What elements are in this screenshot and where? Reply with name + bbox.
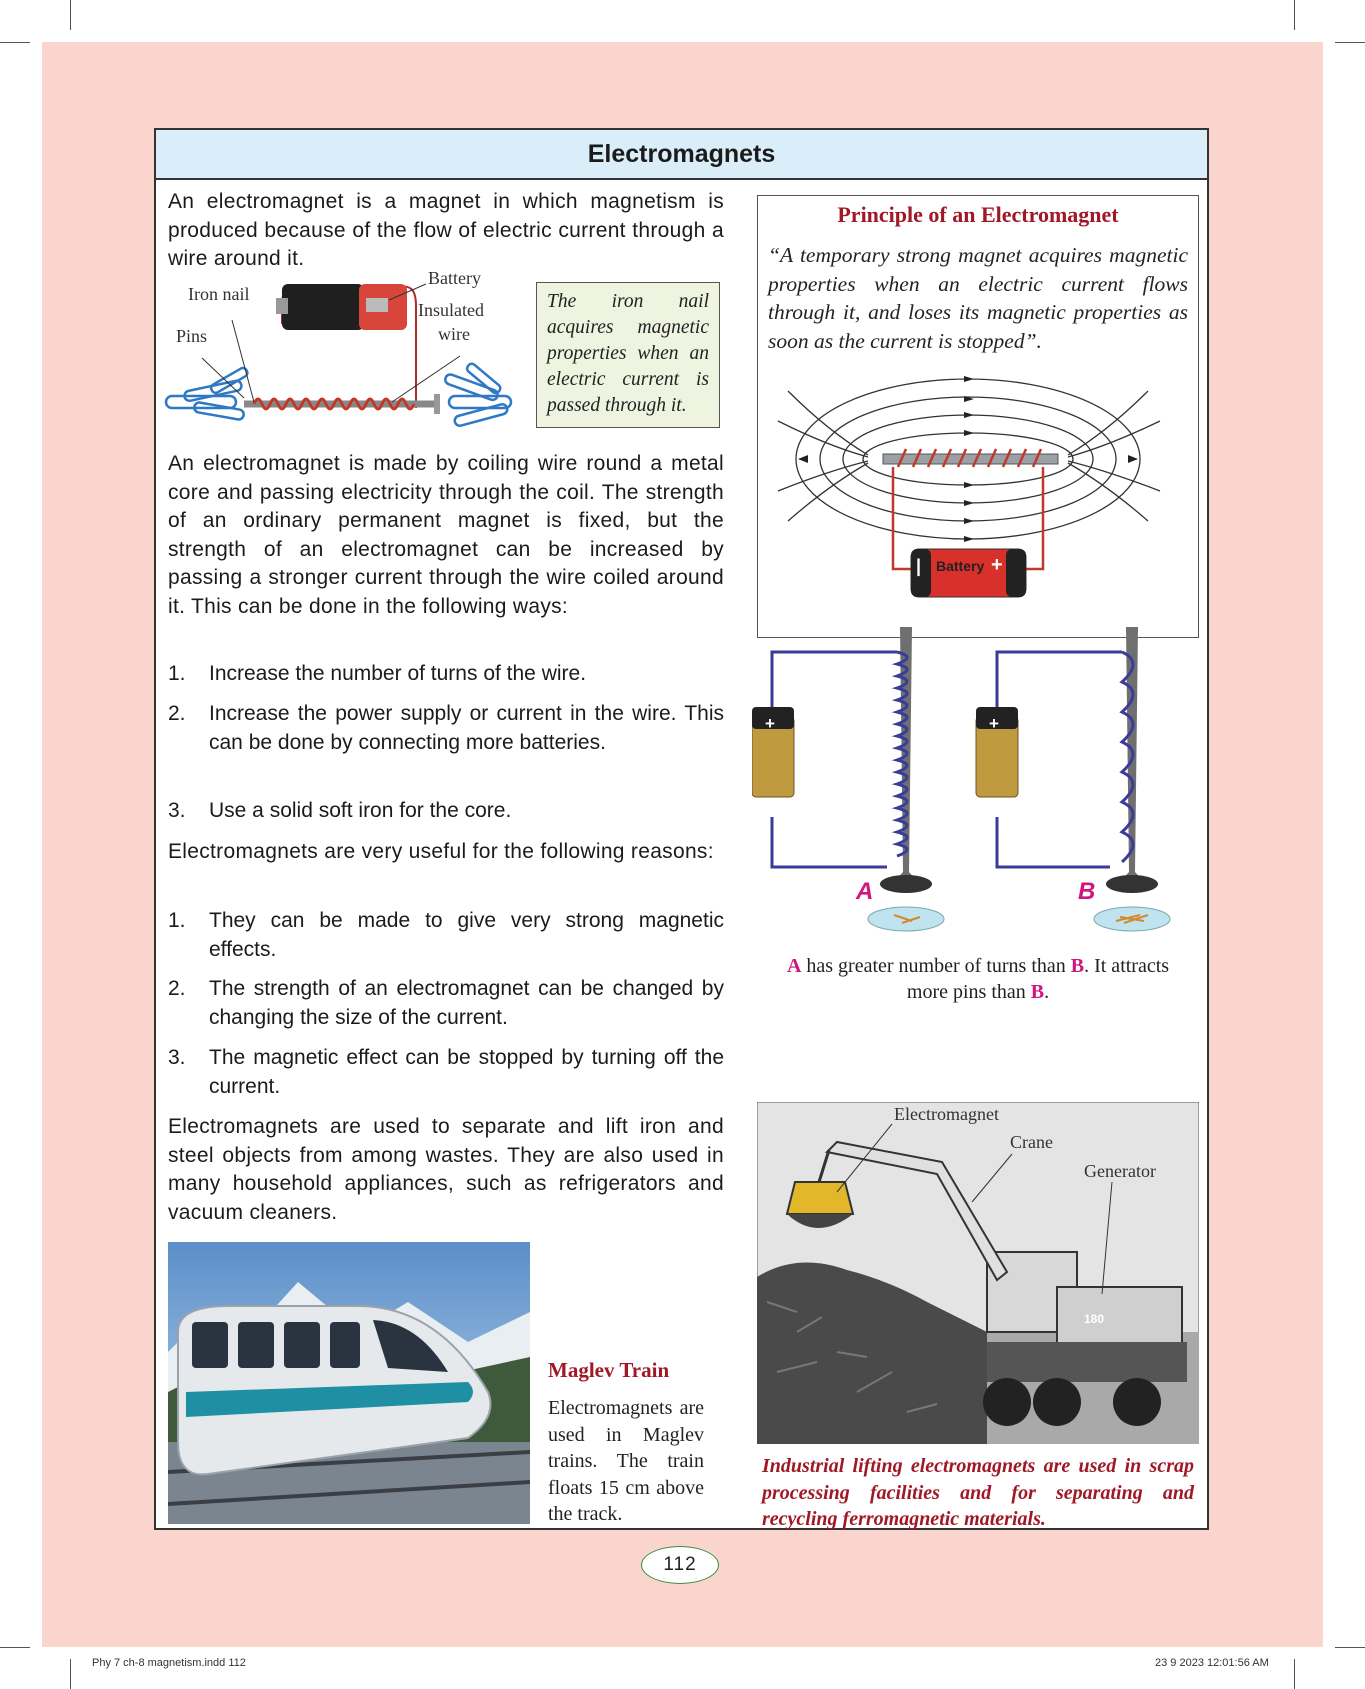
label-crane: Crane [1010,1132,1053,1152]
way-item: 2. Increase the power supply or current in the wire. This can be done by connecting more batteries. [168,702,724,754]
machine-model-number: 180 [1084,1312,1105,1326]
section-title: Electromagnets [156,130,1207,180]
crop-mark [70,0,71,30]
nail-note: The iron nail acquires magnetic properties when an electric current is passed through it. [536,282,720,428]
battery-body [282,284,364,330]
reason-item: 3. The magnetic effect can be stopped by turning off the current. [168,1046,724,1098]
label-generator: Generator [1084,1161,1156,1181]
way-item: 3. Use a solid soft iron for the core. [168,799,512,822]
label-wire: wire [438,324,470,344]
principle-quote: “A temporary strong magnet acquires magnetic properties when an electric current flows through it, and loses its magnetic properties as soon as the current is stopped”. [768,243,1188,353]
crane-caption: Industrial lifting electromagnets are used in scrap processing facilities and for separating and recycling ferromagnetic materials. [762,1455,1194,1530]
crop-mark [1294,0,1295,30]
paper-clips-left [166,367,249,421]
way-item: 1. Increase the number of turns of the wire. [168,662,587,685]
battery-label: Battery [936,558,985,574]
maglev-train-image [168,1242,530,1524]
plus-sign-a: + [765,714,775,733]
crop-mark [1335,1647,1365,1648]
battery-plus: + [991,554,1003,576]
uses-paragraph: Electromagnets are used to separate and lift iron and steel objects from among wastes. They are also used in many household appliances, such as refrigerators and vacuum cleaners. [168,1115,724,1224]
slug-left: Phy 7 ch-8 magnetism.indd 112 [92,1657,246,1669]
label-a: A [856,878,874,905]
crop-mark [1294,1659,1295,1689]
iron-core [883,454,1058,464]
plus-sign-b: + [989,714,999,733]
turns-comparison-diagram [752,622,1202,932]
crop-mark [0,42,30,43]
principle-heading: Principle of an Electromagnet [837,202,1119,227]
label-electromagnet: Electromagnet [894,1104,999,1124]
maglev-title: Maglev Train [548,1358,670,1382]
maglev-text: Electromagnets are used in Maglev trains. The train floats 15 cm above the track. [548,1397,704,1525]
slug-right: 23 9 2023 12:01:56 AM [1155,1657,1269,1669]
content-frame [154,128,1209,1530]
crop-mark [70,1659,71,1689]
crop-mark [1335,42,1365,43]
reason-item: 2. The strength of an electromagnet can be changed by changing the size of the current. [168,977,724,1029]
intro-paragraph: An electromagnet is a magnet in which magnetism is produced because of the flow of electric current through a wire around it. [168,190,724,270]
page-number: 112 [641,1546,719,1584]
crop-mark [0,1647,30,1648]
paper-clips-right [444,362,511,427]
crane-image [757,1102,1199,1444]
useful-intro: Electromagnets are very useful for the following reasons: [168,840,714,863]
battery-minus: | [916,556,922,576]
label-iron-nail: Iron nail [188,284,250,304]
making-paragraph: An electromagnet is made by coiling wire round a metal core and passing electricity through the coil. The strength of an ordinary permanent magnet is fixed, but the strength of an electromagnet can be increased by passing a stronger current through the wire coiled around it. This can be done in the following ways: [168,452,724,618]
field-lines-diagram [768,371,1188,633]
label-insulated: Insulated [418,300,484,320]
principle-box [757,195,1199,638]
comparison-caption: A has greater number of turns than B. It attracts more pins than B. [786,955,1170,1003]
label-b: B [1078,878,1096,905]
lifting-magnet [787,1182,853,1214]
reason-item: 1. They can be made to give very strong magnetic effects. [168,909,724,961]
label-pins: Pins [176,326,208,346]
label-battery: Battery [428,268,481,288]
